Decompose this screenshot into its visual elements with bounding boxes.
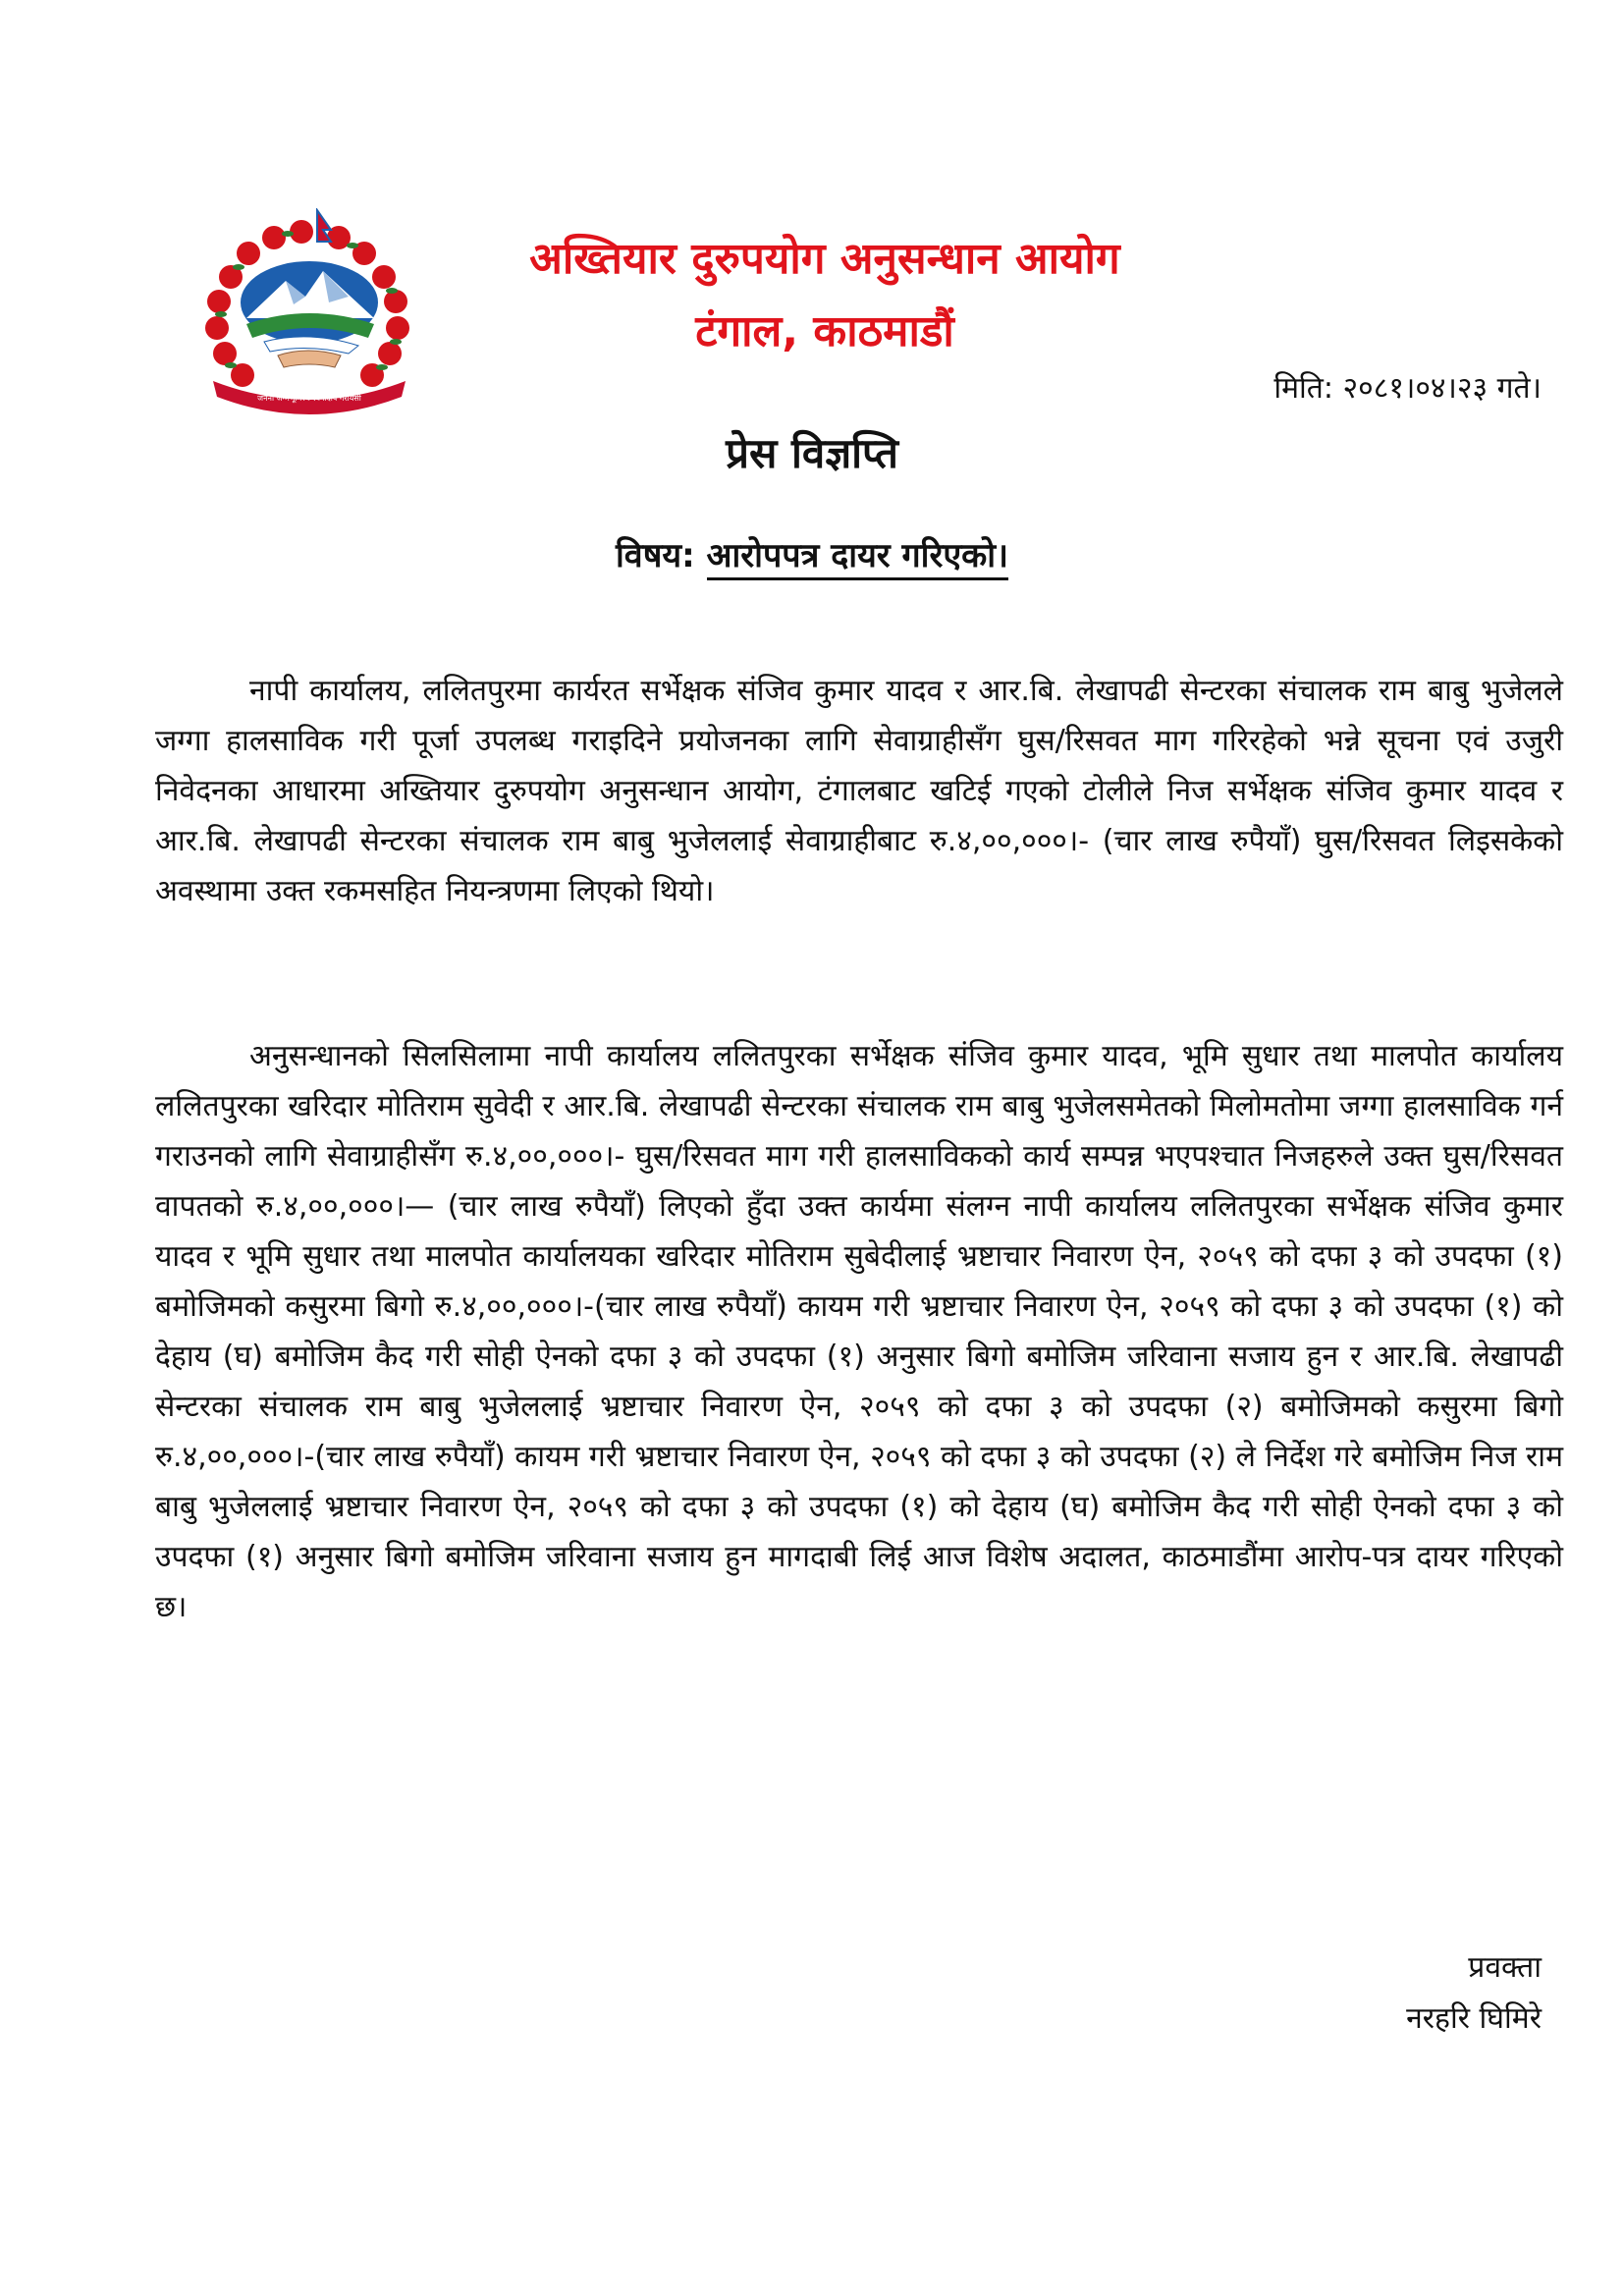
page-title: प्रेस विज्ञप्ति: [726, 429, 898, 477]
body-paragraph-2: अनुसन्धानको सिलसिलामा नापी कार्यालय ललितपुरका सर्भेक्षक संजिव कुमार यादव, भूमि सुधार तथा मालपोत कार्यालय ललितपुरका खरिदार मोतिराम सुवेदी र आर.बि. लेखापढी सेन्टरका संचालक राम बाबु भुजेलसमेतको मिलोमतोमा जग्गा हालसाविक गर्न गराउनको लागि सेवाग्राहीसँग रु.४,००,०००।- घुस/रिसवत माग गरी हालसाविकको कार्य सम्पन्न भएपश्चात निजहरुले उक्त घुस/रिसवत वापतको रु.४,००,०००।— (चार लाख रुपैयाँ) लिएको हुँदा उक्त कार्यमा संलग्न नापी कार्यालय ललितपुरका सर्भेक्षक संजिव कुमार यादव र भूमि सुधार तथा मालपोत कार्यालयका खरिदार मोतिराम सुबेदीलाई भ्रष्टाचार निवारण ऐन, २०५९ को दफा ३ को उपदफा (१) बमोजिमको कसुरमा बिगो रु.४,००,०००।-(चार लाख रुपैयाँ) कायम गरी भ्रष्टाचार निवारण ऐन, २०५९ को दफा ३ को उपदफा (१) को देहाय (घ) बमोजिम कैद गरी सोही ऐनको दफा ३ को उपदफा (१) अनुसार बिगो बमोजिम जरिवाना सजाय हुन र आर.बि. लेखापढी सेन्टरका संचालक राम बाबु भुजेललाई भ्रष्टाचार निवारण ऐन, २०५९ को दफा ३ को उपदफा (२) बमोजिमको कसुरमा बिगो रु.४,००,०००।-(चार लाख रुपैयाँ) कायम गरी भ्रष्टाचार निवारण ऐन, २०५९ को दफा ३ को उपदफा (२) ले निर्देश गरे बमोजिम निज राम बाबु भुजेललाई भ्रष्टाचार निवारण ऐन, २०५९ को दफा ३ को उपदफा (१) को देहाय (घ) बमोजिम कैद गरी सोही ऐनको दफा ३ को उपदफा (१) अनुसार बिगो बमोजिम जरिवाना सजाय हुन मागदाबी लिई आज विशेष अदालत, काठमाडौंमा आरोप-पत्र दायर गरिएको छ।: [155, 1039, 1564, 1624]
subject-label: विषय:: [615, 536, 695, 575]
signatory-role: प्रवक्ता: [1468, 1950, 1542, 1985]
body-paragraph-1: नापी कार्यालय, ललितपुरमा कार्यरत सर्भेक्षक संजिव कुमार यादव र आर.बि. लेखापढी सेन्टरका संचालक राम बाबु भुजेलले जग्गा हालसाविक गरी पूर्जा उपलब्ध गराइदिने प्रयोजनका लागि सेवाग्राहीसँग घुस/रिसवत माग गरिरहेको भन्ने सूचना एवं उजुरी निवेदनका आधारमा अख्तियार दुरुपयोग अनुसन्धान आयोग, टंगालबाट खटिई गएको टोलीले निज सर्भेक्षक संजिव कुमार यादव र आर.बि. लेखापढी सेन्टरका संचालक राम बाबु भुजेललाई सेवाग्राहीबाट रु.४,००,०००।- (चार लाख रुपैयाँ) घुस/रिसवत लिइसकेको अवस्थामा उक्त रकमसहित नियन्त्रणमा लिएको थियो।: [155, 674, 1563, 908]
subject-text: आरोपपत्र दायर गरिएको।: [707, 536, 1008, 580]
coat-of-arms-emblem: [191, 208, 427, 414]
org-address: टंगाल, काठमाडौं: [695, 306, 954, 356]
signature-block: [1406, 1942, 1542, 2045]
subject-line: [0, 532, 1624, 579]
emblem-motto: जननी जन्मभूमिश्च स्वर्गादपि गरीयसी: [257, 394, 361, 403]
org-name: अख्तियार दुरुपयोग अनुसन्धान आयोग: [529, 234, 1120, 284]
signatory-name: नरहरि घिमिरे: [1406, 2001, 1542, 2036]
national-flag-icon: [317, 210, 331, 242]
handshake-icon: [278, 351, 341, 367]
date-line: मिति: २०८१।०४।२३ गते।: [1273, 371, 1542, 406]
